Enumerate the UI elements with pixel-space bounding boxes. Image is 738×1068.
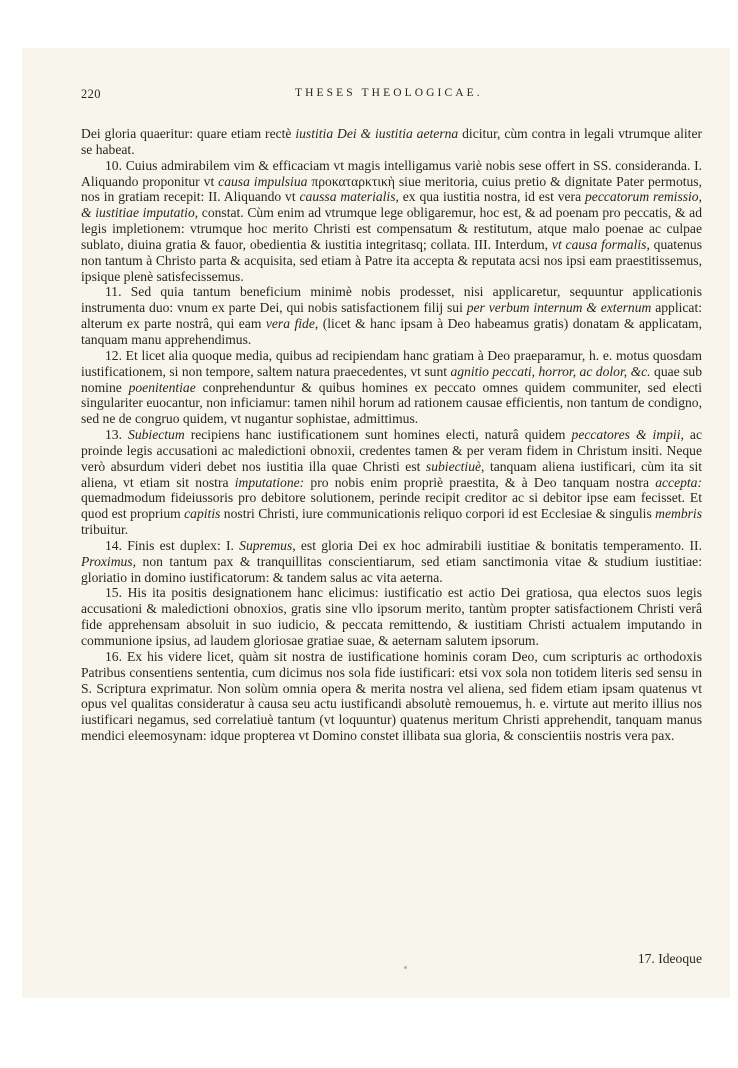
italic-phrase: caussa materialis xyxy=(299,189,396,205)
paragraph: 13. Subiectum recipiens hanc iustificationem sunt homines electi, naturâ quidem peccatores & impii, ac proinde legis accusationi ac maledictioni obnoxii, credentes tamen & per veram fidem in Christum insiti. Neque verò absurdum videri debet nos iustitia illa quae Christi est subiectiuè, tanquam aliena iustificari, cùm ita sit aliena, vt etiam sit nostra imputatione: pro nobis enim propriè praestita, & à Deo tanquam nostra accepta: quemadmodum fideiussoris pro debitore solutionem, perinde recipit creditor ac si debitor ipse eam fecisset. Et quod est proprium capitis nostri Christi, iure communicationis reliquo corpori id est Ecclesiae & singulis membris tribuitur. xyxy=(81,427,703,538)
italic-phrase: subiectiuè xyxy=(425,458,482,474)
italic-phrase: iustitia Dei & iustitia aeterna xyxy=(295,126,459,141)
italic-phrase: imputatione: xyxy=(234,474,305,490)
body-text xyxy=(81,126,702,744)
page-number: 220 xyxy=(81,87,101,101)
paragraph: 14. Finis est duplex: I. Supremus, est gloria Dei ex hoc admirabili iustitiae & bonitatis temperamento. II. Proximus, non tantum pax & tranquillitas conscientiarum, sed etiam sanctimonia vitae & studium iustitiae: gloriatio in domino iustificatorum: & tandem salus ac vita aeterna. xyxy=(81,537,702,585)
page-speck xyxy=(404,966,407,969)
catchword: 17. Ideoque xyxy=(637,951,702,966)
italic-phrase: poenitentiae xyxy=(128,379,196,395)
italic-phrase: membris xyxy=(655,506,702,522)
italic-phrase: Subiectum xyxy=(128,427,185,443)
paragraph: 10. Cuius admirabilem vim & efficaciam vt magis intelligamus variè nobis sese offert in SS. consideranda. I. Aliquando proponitur vt causa impulsiua προκαταρκτικὴ siue meritoria, cuius pretio & dignitate Pater permotus, nos in gratiam recepit: II. Aliquando vt caussa materialis, ex qua iustitia nostra, id est vera peccatorum remissio, & iustitiae imputatio, constat. Cùm enim ad vtrumque lege obligaremur, hoc est, & ad poenam pro peccatis, & ad legis impletionem: vtrumque hoc merito Christi est compensatum & restitutum, atque malo poenae ac culpae sublato, diuina gratia & fauor, obedientia & iustitia integritasq; collata. III. Interdum, vt causa formalis, quatenus non tantum à Christo parta & acquisita, sed etiam à Patre ita accepta & reputata acsi nos ipsi eam praestitissemus, ipsique plenè satisfecissemus. xyxy=(81,157,703,284)
italic-phrase: Proximus xyxy=(81,553,133,569)
paragraph: 15. His ita positis designationem hanc elicimus: iustificatio est actio Dei gratiosa, qua electos suos legis accusationi & maledictioni obnoxios, gratis sine vllo ipsorum merito, tantùm propter satisfactionem Christi verâ fide apprehensam absoluit in suo iudicio, & peccata remittendo, & iustitiam Christi actualem imputando in communione ipsius, ad laudem gloriosae gratiae suae, & aeternam salutem ipsorum. xyxy=(81,585,702,648)
paragraph: 16. Ex his videre licet, quàm sit nostra de iustificatione hominis coram Deo, cum scripturis ac orthodoxis Patribus consentiens sententia, cum dicimus nos sola fide iustificari: etsi vox sola non totidem literis sed sensu in S. Scriptura exprimatur. Non solùm omnia opera & merita nostra vel aliena, sed fidem etiam ipsam quatenus vt opus vel qualitas consideratur à causa seu actu iustificandi absolutè remouemus, h. e. virtute aut merito illius nos iustificari negamus, sed correlatiuè tantum (vt loquuntur) quatenus meritum Christi apprehendit, tanquam manus mendici eleemosynam: idque propterea vt Domino constet illibata sua gloria, & conscientiis nostris vera pax. xyxy=(81,648,702,744)
italic-phrase: capitis xyxy=(184,506,221,522)
italic-phrase: causa impulsiua xyxy=(218,173,308,189)
italic-phrase: Supremus xyxy=(239,537,293,553)
italic-phrase: agnitio peccati, horror, ac dolor, &c. xyxy=(450,363,651,379)
italic-phrase: per verbum internum & externum xyxy=(466,300,652,316)
italic-phrase: accepta: xyxy=(655,474,702,490)
italic-phrase: peccatores & impii xyxy=(571,427,681,443)
italic-phrase: peccatorum remissio xyxy=(585,189,699,205)
paragraph-continued: Dei gloria quaeritur: quare etiam rectè iustitia Dei & iustitia aeterna dicitur, cùm contra in legali vtrumque aliter se habeat. xyxy=(81,126,702,157)
page-header xyxy=(81,87,701,107)
italic-phrase: vt causa formalis xyxy=(551,236,647,252)
italic-phrase: vera fide xyxy=(265,316,315,332)
paragraph: 11. Sed quia tantum beneficium minimè nobis prodesset, nisi applicaretur, sequuntur applicationis instrumenta duo: vnum ex parte Dei, qui nobis satisfactionem filij sui per verbum internum & externum applicat: alterum ex parte nostrâ, qui eam vera fide, (licet & hanc ipsam à Deo habeamus gratis) donatam & applicatam, tanquam manu apprehendimus. xyxy=(81,284,703,347)
running-head: THESES THEOLOGICAE. xyxy=(295,87,483,99)
italic-phrase: & iustitiae imputatio xyxy=(81,205,195,221)
paragraph: 12. Et licet alia quoque media, quibus ad recipiendam hanc gratiam à Deo praeparamur, h. e. motus quosdam iustificationem, si non tempore, saltem natura praecedentes, vt sunt agnitio peccati, horror, ac dolor, &c. quae sub nomine poenitentiae conprehenduntur & quibus homines ex peccato omnes quidem communiter, sed electi singulariter euocantur, non inficiamur: tamen nihil horum ad rationem causae efficientis, non tantum de condigno, sed ne de congruo quidem, vt nugantur sophistae, admittimus. xyxy=(81,347,702,427)
